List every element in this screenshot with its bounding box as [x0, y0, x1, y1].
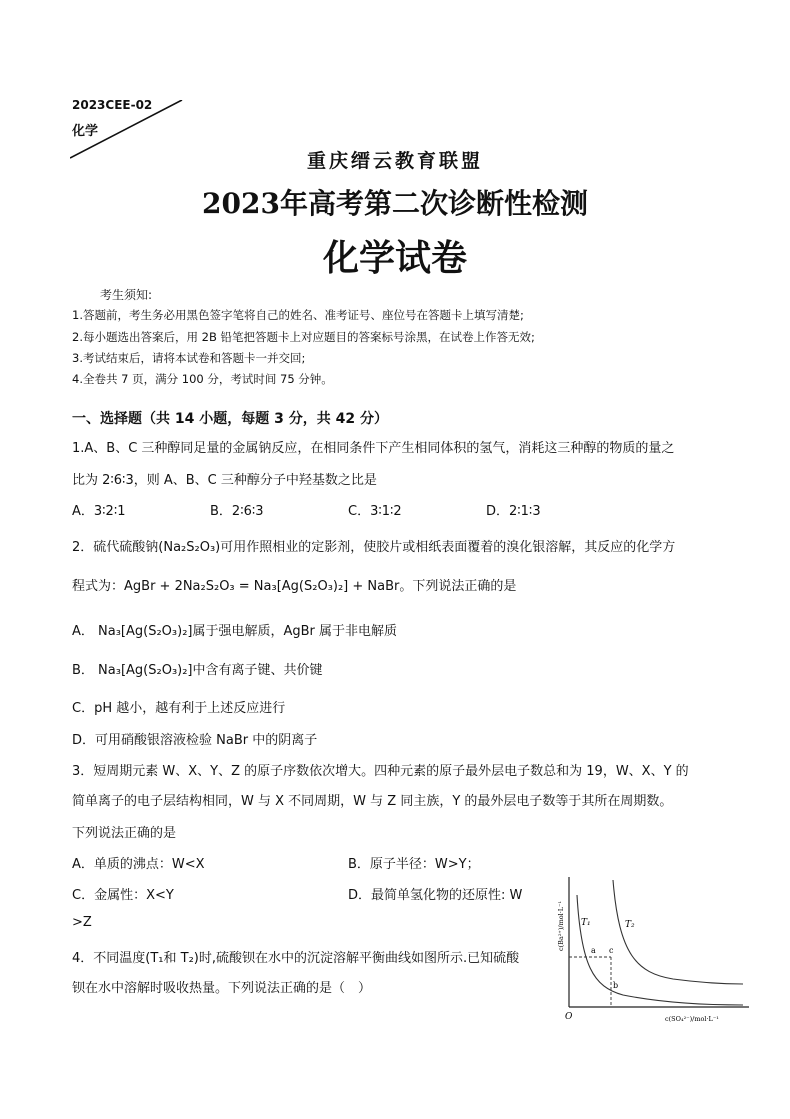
notice-item: 3.考试结束后，请将本试卷和答题卡一并交回; — [72, 351, 306, 365]
x-axis-label: c(SO₄²⁻)/mol·L⁻¹ — [665, 1015, 719, 1023]
q1-option-a: A．3∶2∶1 — [72, 504, 126, 519]
q2-line: 2．硫代硫酸钠(Na₂S₂O₃)可用作照相业的定影剂，使胶片或相纸表面覆着的溴化银溶解，其反应的化学方 — [72, 540, 676, 555]
q3-option-b: B．原子半径：W>Y； — [348, 857, 480, 872]
series-line-t1 — [577, 895, 743, 1005]
notice-item: 2.每小题选出答案后，用 2B 铅笔把答题卡上对应题目的答案标号涂黑，在试卷上作答无效; — [72, 330, 535, 344]
exam-code: 2023CEE-02 — [72, 98, 153, 112]
point-label-c: c — [609, 946, 614, 955]
subject-label: 化学 — [72, 124, 99, 139]
y-axis-label: c(Ba²⁺)/mol·L⁻¹ — [557, 900, 565, 951]
solubility-equilibrium-chart — [553, 875, 753, 1025]
q3-line: 简单离子的电子层结构相同，W 与 X 不同周期，W 与 Z 同主族，Y 的最外层电子数等于其所在周期数。 — [72, 794, 673, 809]
notice-heading: 考生须知: — [100, 288, 153, 302]
section-heading: 一、选择题（共 14 小题，每题 3 分，共 42 分） — [72, 411, 388, 427]
exam-title: 2023年高考第二次诊断性检测 — [202, 187, 588, 220]
q1-line: 比为 2∶6∶3，则 A、B、C 三种醇分子中羟基数之比是 — [72, 473, 377, 488]
q2-line: 程式为：AgBr + 2Na₂S₂O₃ = Na₃[Ag(S₂O₃)₂] + NaBr。下列说法正确的是 — [72, 579, 517, 594]
point-label-a: a — [591, 946, 596, 955]
q2-option-c: C．pH 越小，越有利于上述反应进行 — [72, 701, 286, 716]
q3-option-c: C．金属性：X<Y — [72, 888, 174, 903]
q1-option-c: C．3∶1∶2 — [348, 504, 402, 519]
q3-option-a: A．单质的沸点：W<X — [72, 857, 205, 872]
organization-title: 重庆缙云教育联盟 — [306, 150, 483, 172]
series-line-t2 — [613, 880, 743, 984]
q2-option-d: D．可用硝酸银溶液检验 NaBr 中的阴离子 — [72, 733, 318, 748]
paper-title: 化学试卷 — [322, 237, 467, 279]
notice-item: 4.全卷共 7 页，满分 100 分，考试时间 75 分钟。 — [72, 372, 333, 386]
q3-line: 下列说法正确的是 — [72, 826, 177, 841]
series-label-t2: T₂ — [625, 920, 635, 930]
q2-option-b: B． Na₃[Ag(S₂O₃)₂]中含有离子键、共价键 — [72, 663, 323, 678]
q3-option-d-continuation: >Z — [72, 915, 92, 930]
q4-line: 钡在水中溶解时吸收热量。下列说法正确的是（ ） — [72, 981, 372, 996]
q3-line: 3．短周期元素 W、X、Y、Z 的原子序数依次增大。四种元素的原子最外层电子数总和为 19，W、X、Y 的 — [72, 764, 689, 779]
origin-label: O — [565, 1012, 573, 1022]
q1-option-b: B．2∶6∶3 — [210, 504, 264, 519]
q2-option-a: A． Na₃[Ag(S₂O₃)₂]属于强电解质，AgBr 属于非电解质 — [72, 624, 398, 639]
notice-item: 1.答题前，考生务必用黑色签字笔将自己的姓名、准考证号、座位号在答题卡上填写清楚; — [72, 308, 524, 322]
point-label-b: b — [613, 981, 619, 990]
q4-line: 4．不同温度(T₁和 T₂)时,硫酸钡在水中的沉淀溶解平衡曲线如图所示.已知硫酸 — [72, 951, 520, 966]
q1-option-d: D．2∶1∶3 — [486, 504, 541, 519]
series-label-t1: T₁ — [581, 918, 591, 928]
q1-line: 1.A、B、C 三种醇同足量的金属钠反应，在相同条件下产生相同体积的氢气，消耗这三种醇的物质的量之 — [72, 441, 675, 456]
q3-option-d: D．最简单氢化物的还原性: W — [348, 888, 523, 903]
